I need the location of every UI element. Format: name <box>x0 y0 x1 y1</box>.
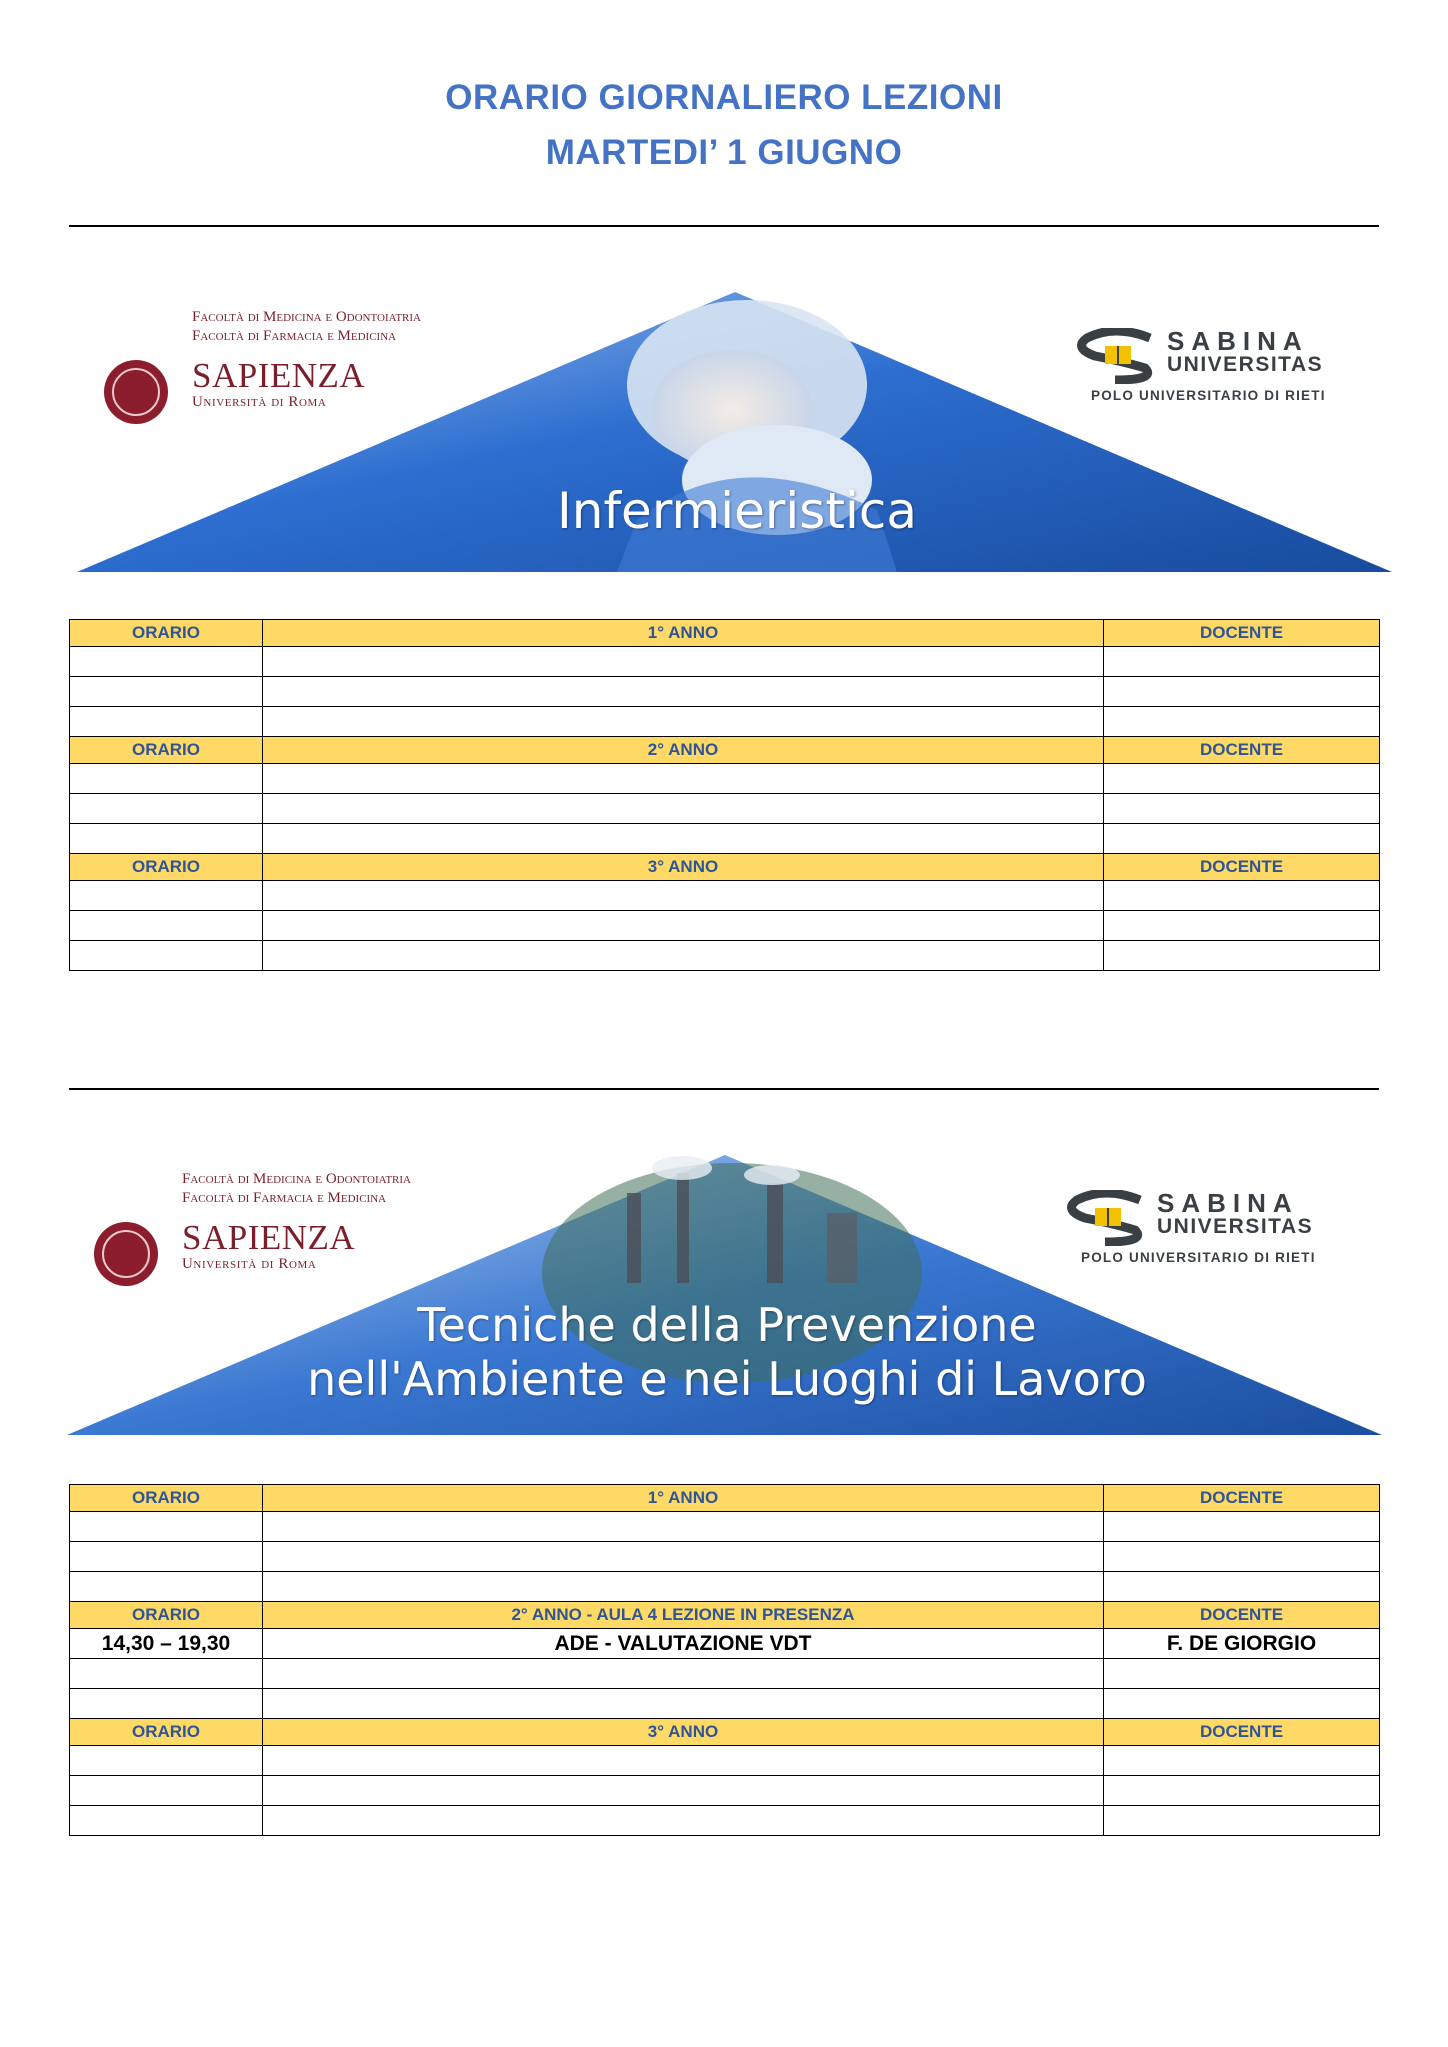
docente-cell <box>1104 881 1380 911</box>
year-header: 3° ANNO <box>263 1719 1104 1746</box>
sapienza-seal-logo <box>94 1222 158 1286</box>
polo-rieti-text: POLO UNIVERSITARIO DI RIETI <box>1091 388 1326 403</box>
sabina-swoosh-icon <box>1075 328 1161 384</box>
table-row <box>70 1776 1380 1806</box>
banner-title-line1: Tecniche della Prevenzione <box>417 1298 1037 1352</box>
orario-cell <box>70 1746 263 1776</box>
orario-cell <box>70 794 263 824</box>
docente-cell <box>1104 1806 1380 1836</box>
sapienza-wordmark: SAPIENZA <box>182 1218 356 1257</box>
lesson-cell <box>263 1542 1104 1572</box>
table-row <box>70 1689 1380 1719</box>
table-row <box>70 764 1380 794</box>
docente-cell <box>1104 1776 1380 1806</box>
orario-cell <box>70 824 263 854</box>
orario-cell <box>70 707 263 737</box>
lesson-cell <box>263 1659 1104 1689</box>
lesson-cell <box>263 794 1104 824</box>
page-title-line2: MARTEDI’ 1 GIUGNO <box>545 133 903 172</box>
docente-cell <box>1104 1659 1380 1689</box>
banner-course-title <box>247 1298 1207 1406</box>
table-row <box>70 881 1380 911</box>
orario-cell <box>70 911 263 941</box>
table-row <box>70 1572 1380 1602</box>
orario-cell <box>70 1659 263 1689</box>
table-row <box>70 1512 1380 1542</box>
orario-cell <box>70 1806 263 1836</box>
docente-header: DOCENTE <box>1104 1485 1380 1512</box>
lesson-cell <box>263 1689 1104 1719</box>
year-header: 2° ANNO <box>263 737 1104 764</box>
lesson-cell <box>263 1746 1104 1776</box>
orario-header: ORARIO <box>70 620 263 647</box>
universita-roma-text: Università di Roma <box>192 394 327 410</box>
docente-cell <box>1104 1512 1380 1542</box>
sabina-universitas-logo <box>1065 1190 1316 1265</box>
sabina-universitas-word: UNIVERSITAS <box>1157 1215 1314 1238</box>
lesson-cell <box>263 677 1104 707</box>
docente-header: DOCENTE <box>1104 854 1380 881</box>
lesson-cell <box>263 764 1104 794</box>
table-row <box>70 941 1380 971</box>
page-title-line1: ORARIO GIORNALIERO LEZIONI <box>445 78 1003 117</box>
docente-cell <box>1104 911 1380 941</box>
docente-cell <box>1104 1689 1380 1719</box>
orario-cell: 14,30 – 19,30 <box>70 1629 263 1659</box>
docente-cell <box>1104 1572 1380 1602</box>
orario-header: ORARIO <box>70 1485 263 1512</box>
docente-cell <box>1104 677 1380 707</box>
sabina-universitas-word: UNIVERSITAS <box>1167 353 1324 376</box>
docente-cell <box>1104 647 1380 677</box>
docente-cell <box>1104 764 1380 794</box>
sapienza-seal-logo <box>104 360 168 424</box>
docente-cell <box>1104 794 1380 824</box>
lesson-cell <box>263 881 1104 911</box>
table-header-row <box>70 620 1380 647</box>
schedule-table-infermieristica <box>69 619 1380 971</box>
docente-header: DOCENTE <box>1104 620 1380 647</box>
docente-cell <box>1104 1746 1380 1776</box>
year-header: 1° ANNO <box>263 1485 1104 1512</box>
table-row <box>70 1659 1380 1689</box>
lesson-cell: ADE - VALUTAZIONE VDT <box>263 1629 1104 1659</box>
table-row <box>70 1806 1380 1836</box>
universita-roma-text: Università di Roma <box>182 1256 317 1272</box>
orario-cell <box>70 764 263 794</box>
sapienza-logo-text <box>192 308 421 411</box>
orario-cell <box>70 647 263 677</box>
banner-course-title: Infermieristica <box>557 482 917 540</box>
lesson-cell <box>263 941 1104 971</box>
faculty-line2: Facoltà di Farmacia e Medicina <box>182 1190 387 1206</box>
table-header-row <box>70 854 1380 881</box>
orario-cell <box>70 1689 263 1719</box>
sabina-word: SABINA <box>1167 326 1309 356</box>
table-header-row <box>70 1485 1380 1512</box>
docente-cell <box>1104 824 1380 854</box>
docente-header: DOCENTE <box>1104 1719 1380 1746</box>
orario-header: ORARIO <box>70 1719 263 1746</box>
docente-header: DOCENTE <box>1104 1602 1380 1629</box>
year-header: 3° ANNO <box>263 854 1104 881</box>
lesson-cell <box>263 911 1104 941</box>
table-header-row <box>70 1602 1380 1629</box>
banner-title-line2: nell'Ambiente e nei Luoghi di Lavoro <box>307 1352 1147 1406</box>
faculty-line1: Facoltà di Medicina e Odontoiatria <box>182 1171 411 1187</box>
docente-cell <box>1104 707 1380 737</box>
separator-line <box>69 1088 1379 1090</box>
sabina-swoosh-icon <box>1065 1190 1151 1246</box>
table-row <box>70 677 1380 707</box>
faculty-line2: Facoltà di Farmacia e Medicina <box>192 328 397 344</box>
separator-line <box>69 225 1379 227</box>
year-header: 1° ANNO <box>263 620 1104 647</box>
orario-cell <box>70 677 263 707</box>
sapienza-wordmark: SAPIENZA <box>192 356 366 395</box>
sabina-word: SABINA <box>1157 1188 1299 1218</box>
docente-cell: F. DE GIORGIO <box>1104 1629 1380 1659</box>
polo-rieti-text: POLO UNIVERSITARIO DI RIETI <box>1081 1250 1316 1265</box>
lesson-cell <box>263 1806 1104 1836</box>
orario-cell <box>70 1776 263 1806</box>
lesson-cell <box>263 1572 1104 1602</box>
docente-header: DOCENTE <box>1104 737 1380 764</box>
table-row <box>70 647 1380 677</box>
docente-cell <box>1104 941 1380 971</box>
orario-cell <box>70 1542 263 1572</box>
lesson-cell <box>263 1776 1104 1806</box>
orario-cell <box>70 1512 263 1542</box>
faculty-line1: Facoltà di Medicina e Odontoiatria <box>192 309 421 325</box>
orario-header: ORARIO <box>70 1602 263 1629</box>
schedule-table-tecniche-prevenzione <box>69 1484 1380 1836</box>
orario-cell <box>70 941 263 971</box>
table-row <box>70 1542 1380 1572</box>
lesson-cell <box>263 707 1104 737</box>
table-header-row <box>70 737 1380 764</box>
docente-cell <box>1104 1542 1380 1572</box>
year-header: 2° ANNO - AULA 4 LEZIONE IN PRESENZA <box>263 1602 1104 1629</box>
table-row <box>70 1746 1380 1776</box>
orario-header: ORARIO <box>70 854 263 881</box>
lesson-cell <box>263 824 1104 854</box>
table-header-row <box>70 1719 1380 1746</box>
orario-cell <box>70 1572 263 1602</box>
table-row <box>70 911 1380 941</box>
sapienza-logo-text <box>182 1170 411 1273</box>
lesson-cell <box>263 647 1104 677</box>
sabina-universitas-logo <box>1075 328 1326 403</box>
table-row <box>70 1629 1380 1659</box>
table-row <box>70 707 1380 737</box>
lesson-cell <box>263 1512 1104 1542</box>
orario-cell <box>70 881 263 911</box>
table-row <box>70 824 1380 854</box>
table-row <box>70 794 1380 824</box>
orario-header: ORARIO <box>70 737 263 764</box>
